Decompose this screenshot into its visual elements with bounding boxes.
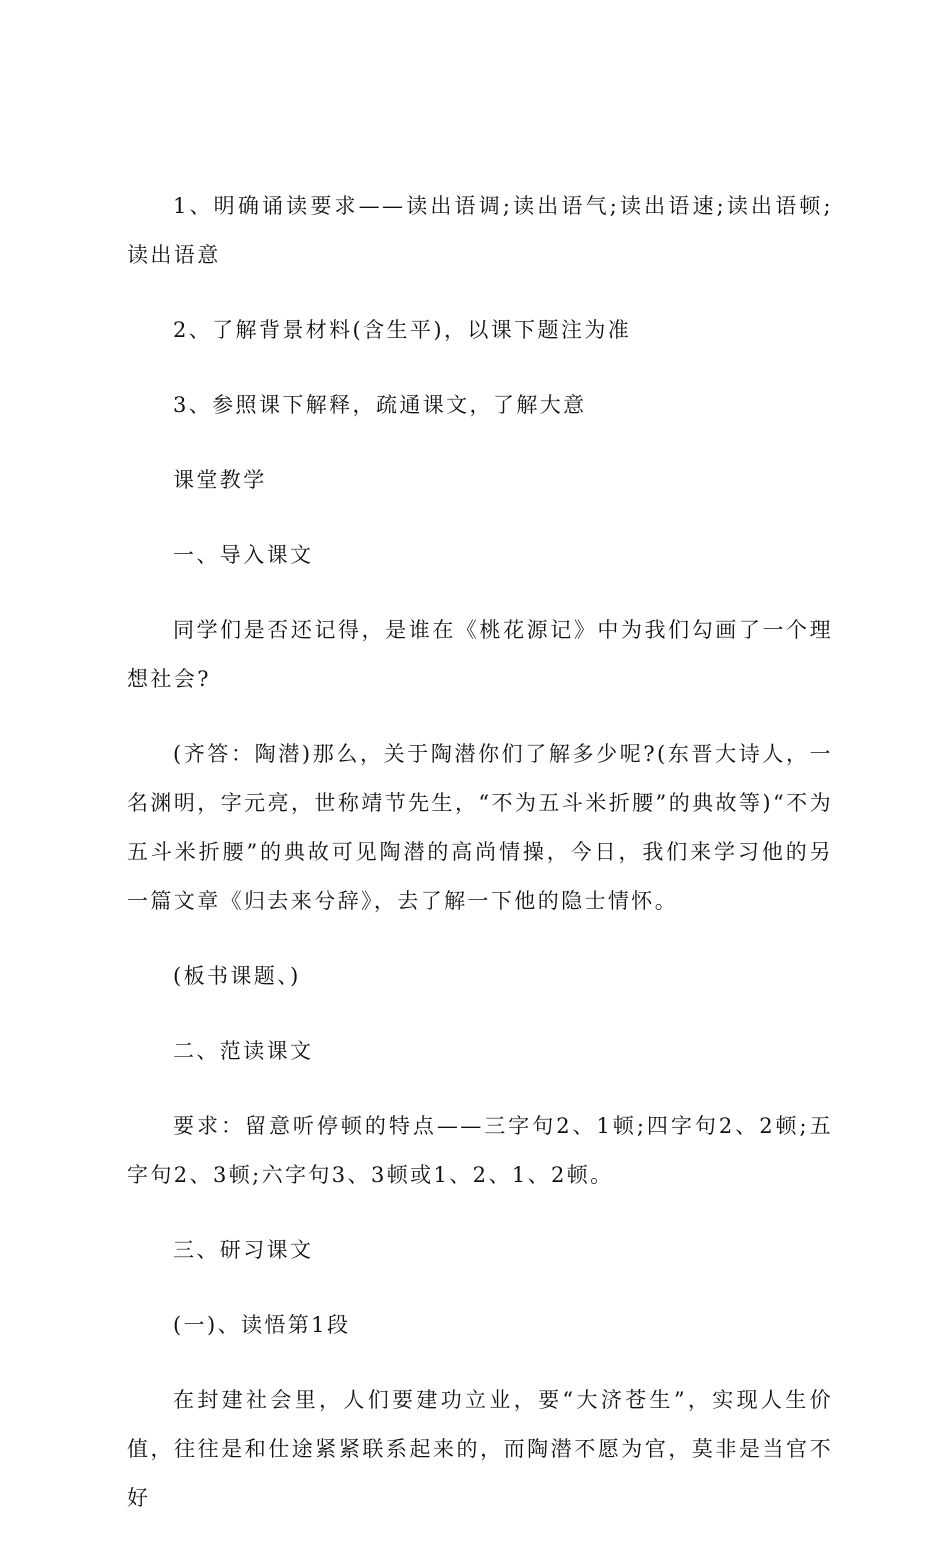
paragraph-board-title: (板书课题、): [173, 964, 301, 988]
section-heading-classroom: 课堂教学: [173, 468, 267, 492]
section-heading-reading: 二、范读课文: [173, 1039, 314, 1063]
subsection-heading-1: (一)、读悟第1段: [173, 1313, 351, 1337]
paragraph-1: 1、明确诵读要求——读出语调;读出语气;读出语速;读出语顿;读出语意: [127, 194, 833, 267]
paragraph-answer: (齐答：陶潜)那么，关于陶潜你们了解多少呢?(东晋大诗人，一名渊明，字元亮，世称靖节先生，“不为五斗米折腰”的典故等)“不为五斗米折腰”的典故可见陶潜的高尚情操，今日，我们来学习他的另一篇文章《归去来兮辞》，去了解一下他的隐士情怀。: [127, 742, 833, 913]
paragraph-feudal: 在封建社会里，人们要建功立业，要“大济苍生”，实现人生价值，往往是和仕途紧紧联系起来的，而陶潜不愿为官，莫非是当官不好: [127, 1388, 833, 1510]
paragraph-requirement: 要求：留意听停顿的特点——三字句2、1顿;四字句2、2顿;五字句2、3顿;六字句3、3顿或1、2、1、2顿。: [127, 1114, 833, 1187]
section-heading-intro: 一、导入课文: [173, 543, 314, 567]
paragraph-question: 同学们是否还记得，是谁在《桃花源记》中为我们勾画了一个理想社会?: [127, 618, 833, 691]
section-heading-study: 三、研习课文: [173, 1238, 314, 1262]
paragraph-2: 2、了解背景材料(含生平)，以课下题注为准: [173, 318, 632, 342]
paragraph-3: 3、参照课下解释，疏通课文，了解大意: [173, 393, 587, 417]
